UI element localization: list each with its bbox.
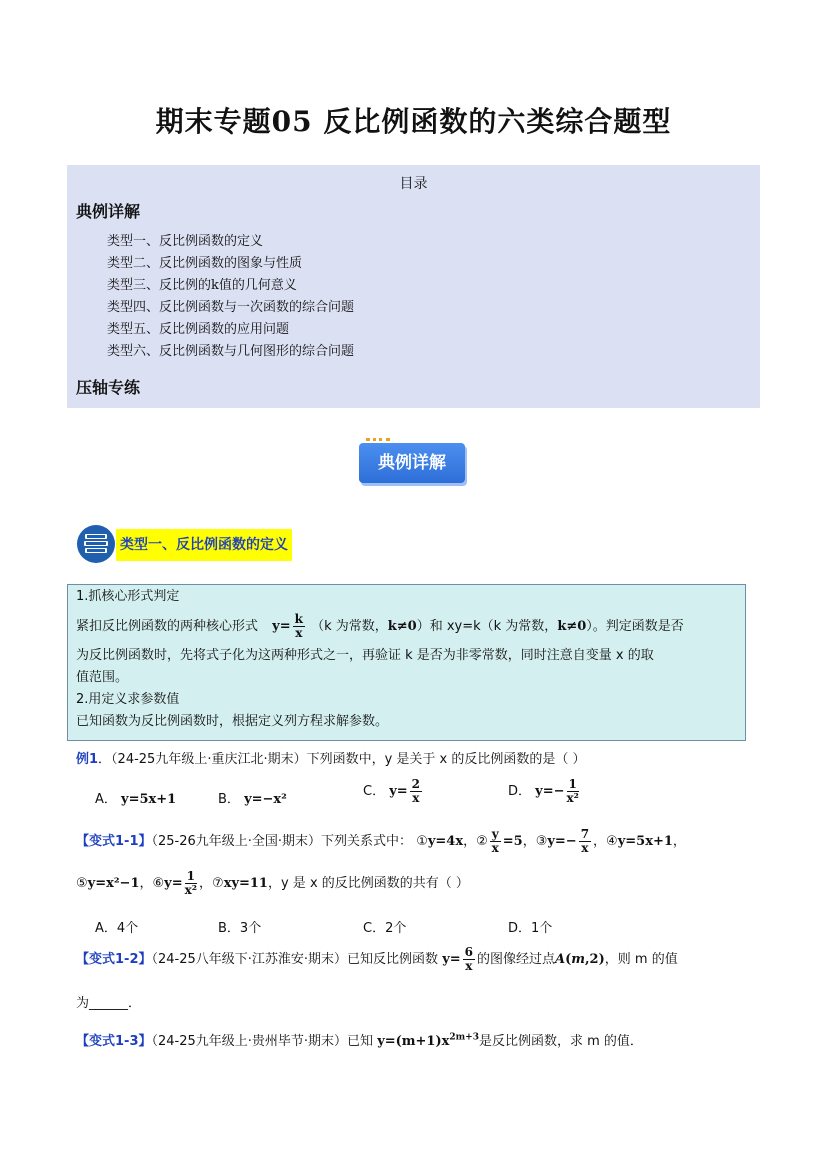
section-badge: 典例详解 — [359, 443, 465, 483]
tips-box — [67, 584, 746, 741]
tip-title: 1.抓核心形式判定 — [76, 589, 180, 604]
tip-line: 已知函数为反比例函数时，根据定义列方程求解参数。 — [76, 714, 389, 729]
option-a[interactable]: A．4个 — [95, 921, 139, 936]
toc-items — [107, 231, 354, 363]
toc-item[interactable]: 类型三、反比例的k值的几何意义 — [107, 278, 297, 293]
toc-item[interactable]: 类型六、反比例函数与几何图形的综合问题 — [107, 344, 355, 359]
page-title: 期末专题05 反比例函数的六类综合题型 — [155, 105, 672, 138]
variant-1-2-blank[interactable]: 为______． — [76, 996, 142, 1011]
toc-section-practice[interactable]: 压轴专练 — [76, 378, 141, 397]
option-d[interactable]: D． y=− $\frac{1}{\text{x²}}$ — [508, 777, 579, 805]
option-b[interactable]: B．3个 — [218, 921, 262, 936]
toc-section-examples[interactable]: 典例详解 — [76, 202, 141, 221]
toc-item[interactable]: 类型五、反比例函数的应用问题 — [107, 322, 290, 337]
option-d[interactable]: D．1个 — [508, 921, 553, 936]
option-b[interactable]: B． y=−x² — [218, 792, 287, 807]
formula-k-over-x: $\frac{k}{x}$ — [294, 612, 303, 640]
table-of-contents — [67, 165, 760, 408]
tip-line: 紧扣反比例函数的两种核心形式 y= $\frac{k}{x}$ （k 为常数，k≠0）和 xy=k（k 为常数，k≠0）。判定函数是否 — [76, 612, 684, 640]
tip-title: 2.用定义求参数值 — [76, 692, 180, 707]
toc-item[interactable]: 类型四、反比例函数与一次函数的综合问题 — [107, 300, 355, 315]
variant-1-2-question: 【变式1-2】（24-25八年级下·江苏淮安·期末）已知反比例函数 y= $\frac{6}{x}$ 的图像经过点A(m,2)，则 m 的值 — [76, 945, 678, 973]
toc-item[interactable]: 类型二、反比例函数的图象与性质 — [107, 256, 303, 271]
example-1-question: 例1．（24-25九年级上·重庆江北·期末）下列函数中，y 是关于 x 的反比例函数的是（ ） — [76, 752, 586, 767]
option-c[interactable]: C． y= $\frac{2}{x}$ — [363, 777, 421, 805]
variant-1-3-question: 【变式1-3】（24-25九年级上·贵州毕节·期末）已知 $y=(m+1)x^{2m+3}$是反比例函数，求 m 的值． — [76, 1032, 643, 1049]
option-a[interactable]: A． y=5x+1 — [95, 792, 177, 807]
variant-1-1-question: 【变式1-1】（25-26九年级上·全国·期末）下列关系式中： ①y=4x，② $\frac{y}{x}$ =5，③y=− $\frac{7}{x}$ ，④y=5x+1， — [76, 827, 686, 855]
tip-line: 为反比例函数时，先将式子化为这两种形式之一，再验证 k 是否为非零常数，同时注意自变量 x 的取 — [76, 648, 654, 663]
tip-line: 值范围。 — [76, 670, 129, 685]
books-icon — [76, 524, 116, 564]
type-heading: 类型一、反比例函数的定义 — [116, 529, 292, 561]
variant-1-1-question-cont: ⑤y=x²−1，⑥y= $\frac{1}{\text{x²}}$ ，⑦xy=11，y 是 x 的反比例函数的共有（ ） — [76, 869, 469, 897]
option-c[interactable]: C．2个 — [363, 921, 407, 936]
toc-item[interactable]: 类型一、反比例函数的定义 — [107, 234, 264, 249]
toc-header: 目录 — [399, 176, 428, 192]
